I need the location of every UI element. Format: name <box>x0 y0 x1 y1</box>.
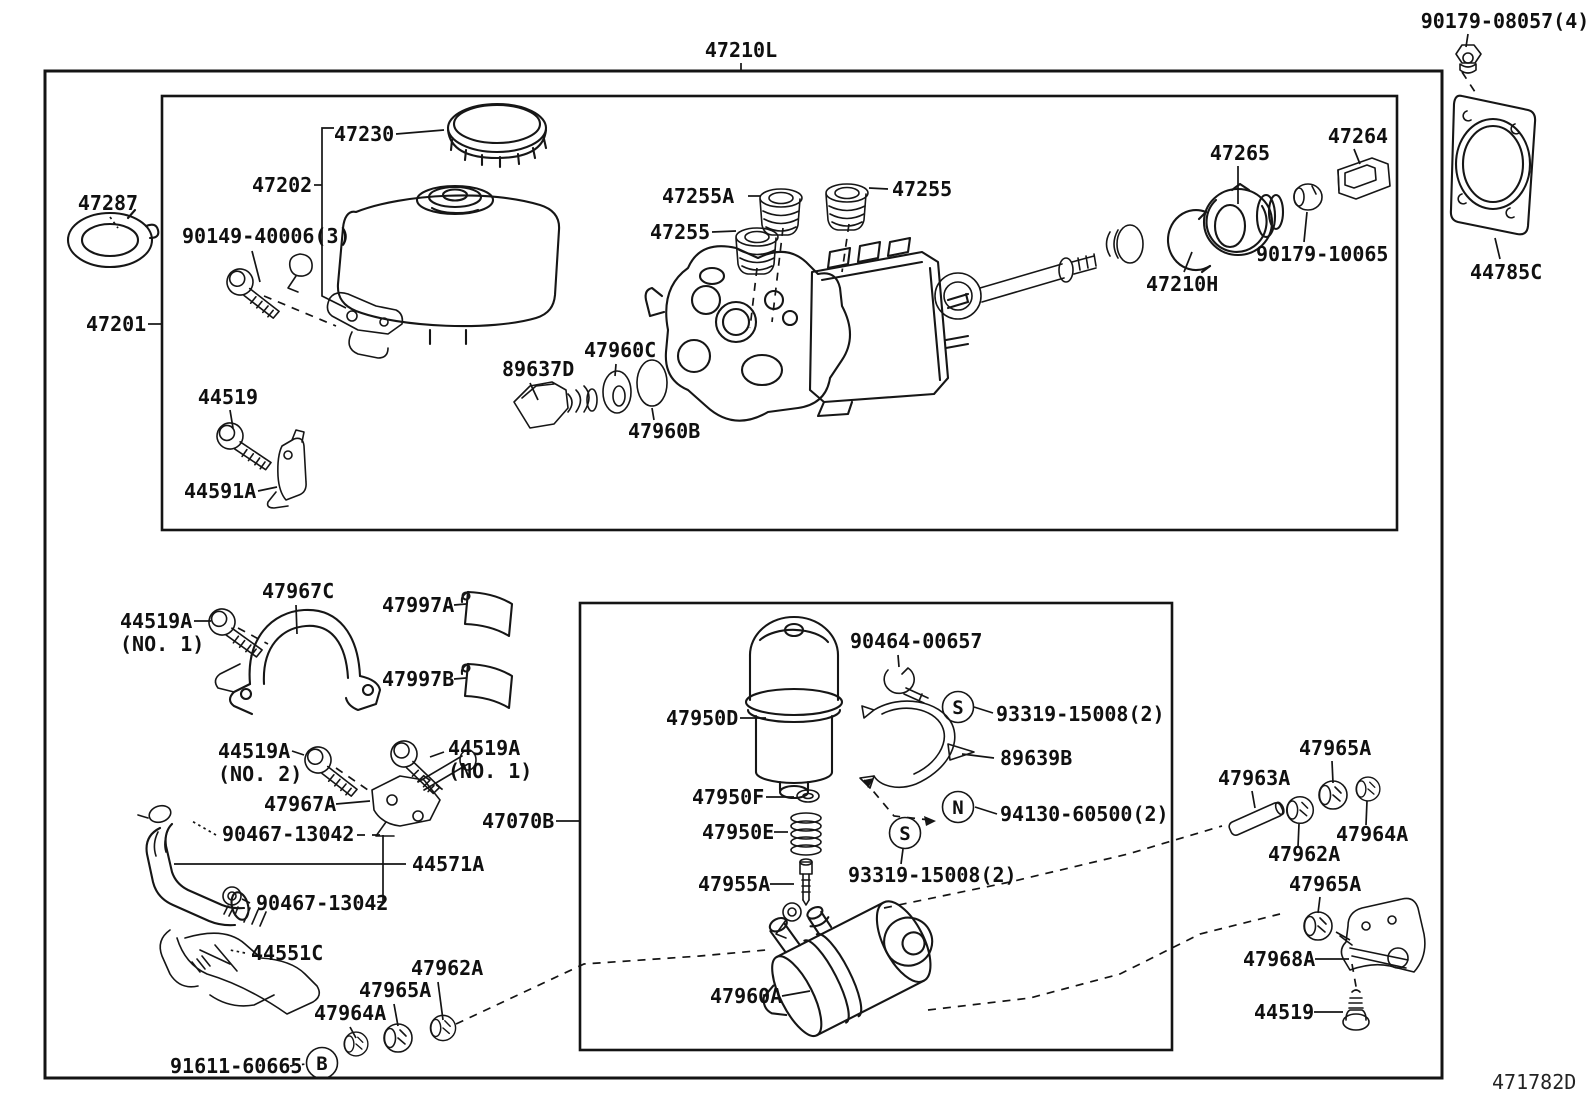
gasket-44785c-drawing <box>1451 96 1535 235</box>
push-rod-drawing <box>935 254 1096 319</box>
part-label-47960a: 47960A <box>710 984 783 1008</box>
part-label-47265: 47265 <box>1209 141 1271 165</box>
part-label-47950f: 47950F <box>692 785 765 809</box>
bolt-44519-drawing <box>213 421 277 470</box>
accumulator-47950d-drawing <box>746 617 842 798</box>
part-label-44519a: 44519A <box>448 736 521 760</box>
part-label-90179-10065: 90179-10065 <box>1256 242 1389 266</box>
leader-line <box>1332 761 1333 783</box>
part-label-47202: 47202 <box>252 173 313 197</box>
pin-47963a-drawing <box>1228 801 1286 837</box>
leader-line <box>1462 72 1477 95</box>
leader-line <box>264 296 336 326</box>
leader-line <box>615 364 616 376</box>
bolt-44519a-no2-drawing <box>299 744 365 797</box>
leader-line <box>296 605 297 634</box>
leader-line <box>336 801 370 804</box>
leader-line <box>1304 212 1307 242</box>
grommet-47965a-lower-drawing <box>1304 912 1332 940</box>
part-label-93319-15008-2: 93319-15008(2) <box>848 863 1017 887</box>
leader-line <box>1318 897 1320 913</box>
part-label-44519: 44519 <box>1254 1000 1315 1024</box>
leader-line <box>230 410 233 428</box>
part-label-47962a: 47962A <box>411 956 484 980</box>
abs-solenoid-block-drawing <box>810 238 968 416</box>
ribbed-sleeve-drawing <box>1107 225 1144 263</box>
leader-line <box>712 231 736 232</box>
leader-line <box>430 752 444 757</box>
clevis-47264-drawing <box>1338 158 1390 199</box>
part-label-44591a: 44591A <box>184 479 257 503</box>
part-label-47950d: 47950D <box>666 706 739 730</box>
part-label-47070b: 47070B <box>482 809 555 833</box>
o-ring-47960b-drawing <box>637 360 667 406</box>
leader-line <box>901 849 903 864</box>
part-label-90467-13042: 90467-13042 <box>222 822 355 846</box>
leader-line <box>864 780 930 820</box>
reservoir-tank-drawing <box>338 186 559 344</box>
part-label-44519a: 44519A <box>120 609 193 633</box>
bolt-44519-bottom-right-drawing <box>1343 990 1369 1030</box>
part-label-no-1: (NO. 1) <box>120 632 205 656</box>
part-label-44571a: 44571A <box>412 852 485 876</box>
leader-line <box>975 807 997 814</box>
grommet-47965a-upper-drawing <box>1319 781 1347 809</box>
part-label-47201: 47201 <box>86 312 147 336</box>
bushing-90179-10065-drawing <box>1294 184 1322 210</box>
part-label-47962a: 47962A <box>1268 842 1341 866</box>
part-label-47967a: 47967A <box>264 792 337 816</box>
part-label-47964a: 47964A <box>314 1001 387 1025</box>
leader-line <box>396 130 444 134</box>
leader-line <box>454 678 466 679</box>
leader-line <box>454 604 466 605</box>
part-label-90467-13042: 90467-13042 <box>256 891 389 915</box>
part-label-47264: 47264 <box>1327 124 1389 148</box>
part-label-47255a: 47255A <box>662 184 735 208</box>
part-label-44785c: 44785C <box>1470 260 1543 284</box>
plug-47255-right-drawing <box>826 184 868 230</box>
clamp-90464-drawing <box>884 668 928 703</box>
part-label-47964a: 47964A <box>1336 822 1409 846</box>
leader-line <box>258 487 277 491</box>
spring-47950e-drawing <box>791 813 821 855</box>
part-label-93319-15008-2: 93319-15008(2) <box>996 702 1165 726</box>
part-label-89637d: 89637D <box>502 357 575 381</box>
leader-line <box>230 950 245 953</box>
leader-line <box>336 768 368 790</box>
leader-line <box>782 991 810 996</box>
clamp-47967c-drawing <box>215 610 380 714</box>
level-switch-89637d-drawing <box>514 382 597 428</box>
part-label-47210l: 47210L <box>704 38 778 62</box>
part-label-47287: 47287 <box>77 191 139 215</box>
part-label-90464-00657: 90464-00657 <box>850 629 983 653</box>
leader-line <box>438 982 443 1020</box>
diagram-frames <box>45 71 1442 1078</box>
part-label-47965a: 47965A <box>1289 872 1362 896</box>
part-label-47950e: 47950E <box>702 820 775 844</box>
part-label-47967c: 47967C <box>262 579 335 603</box>
part-label-47965a: 47965A <box>359 978 432 1002</box>
leader-line <box>1252 791 1255 808</box>
leader-line <box>898 655 899 667</box>
leader-line <box>1354 149 1360 164</box>
part-label-47255: 47255 <box>650 220 711 244</box>
leader-line <box>252 251 260 282</box>
part-label-90179-08057-4: 90179-08057(4) <box>1420 9 1590 33</box>
gasket-47287-drawing <box>68 210 158 267</box>
leader-line <box>974 707 993 713</box>
part-label-47997b: 47997B <box>382 667 455 691</box>
part-label-47960b: 47960B <box>628 419 701 443</box>
part-labels-layer <box>78 9 1589 1094</box>
part-label-44519a: 44519A <box>218 739 291 763</box>
part-label-47955a: 47955A <box>698 872 771 896</box>
circled-symbol-letter: B <box>316 1053 328 1075</box>
circled-symbol-letter: N <box>952 797 964 819</box>
bolt-44519a-no1-right-drawing <box>383 737 451 794</box>
grommet-47964a-left-drawing <box>344 1032 368 1056</box>
part-label-471782d: 471782D <box>1492 1070 1577 1094</box>
leader-line <box>322 128 346 308</box>
part-label-47210h: 47210H <box>1146 272 1219 296</box>
part-label-47960c: 47960C <box>584 338 657 362</box>
part-label-44551c: 44551C <box>251 941 324 965</box>
leader-line <box>1495 238 1500 259</box>
part-label-47963a: 47963A <box>1218 766 1291 790</box>
leader-line <box>869 188 888 189</box>
leader-line <box>110 217 118 228</box>
part-label-90149-40006-3: 90149-40006(3) <box>182 224 351 248</box>
clamp-44591a-drawing <box>268 430 307 508</box>
nut-90179-08057-drawing <box>1456 45 1481 73</box>
master-cylinder-body-drawing <box>646 246 850 420</box>
part-label-47230: 47230 <box>334 122 395 146</box>
strap-47997a-drawing <box>462 592 512 636</box>
reservoir-sensor-bracket-drawing <box>288 254 402 358</box>
part-label-47965a: 47965A <box>1299 736 1372 760</box>
bolt-90149-drawing <box>221 266 287 319</box>
leader-line <box>928 914 1280 1010</box>
part-label-47968a: 47968A <box>1243 947 1316 971</box>
leader-line <box>190 820 216 835</box>
bolt-44519a-no1-top-drawing <box>204 607 269 658</box>
circled-symbol-letter: S <box>952 697 964 719</box>
leader-line <box>394 1004 398 1026</box>
circled-symbol-letter: S <box>899 823 911 845</box>
leader-line <box>962 754 994 758</box>
strap-47997b-drawing <box>462 664 512 708</box>
leader-line <box>292 751 304 755</box>
outer-assembly-box <box>45 71 1442 1078</box>
part-label-47997a: 47997A <box>382 593 455 617</box>
bracket-47968a-drawing <box>1340 898 1425 972</box>
grommet-47962a-right-drawing <box>1287 797 1314 824</box>
part-label-94130-60500-2: 94130-60500(2) <box>1000 802 1169 826</box>
grommet-47964a-right-drawing <box>1356 777 1380 801</box>
part-label-no-2: (NO. 2) <box>218 762 303 786</box>
part-label-91611-60665: 91611-60665 <box>170 1054 303 1078</box>
spacer-47960c-drawing <box>603 371 631 413</box>
bolt-47955a-drawing <box>800 859 812 905</box>
part-label-89639b: 89639B <box>1000 746 1073 770</box>
reservoir-cap-drawing <box>448 104 546 167</box>
part-label-44519: 44519 <box>197 385 259 409</box>
grommet-47965a-left-drawing <box>384 1024 412 1052</box>
part-label-47255: 47255 <box>892 177 953 201</box>
part-label-no-1: (NO. 1) <box>448 759 533 783</box>
